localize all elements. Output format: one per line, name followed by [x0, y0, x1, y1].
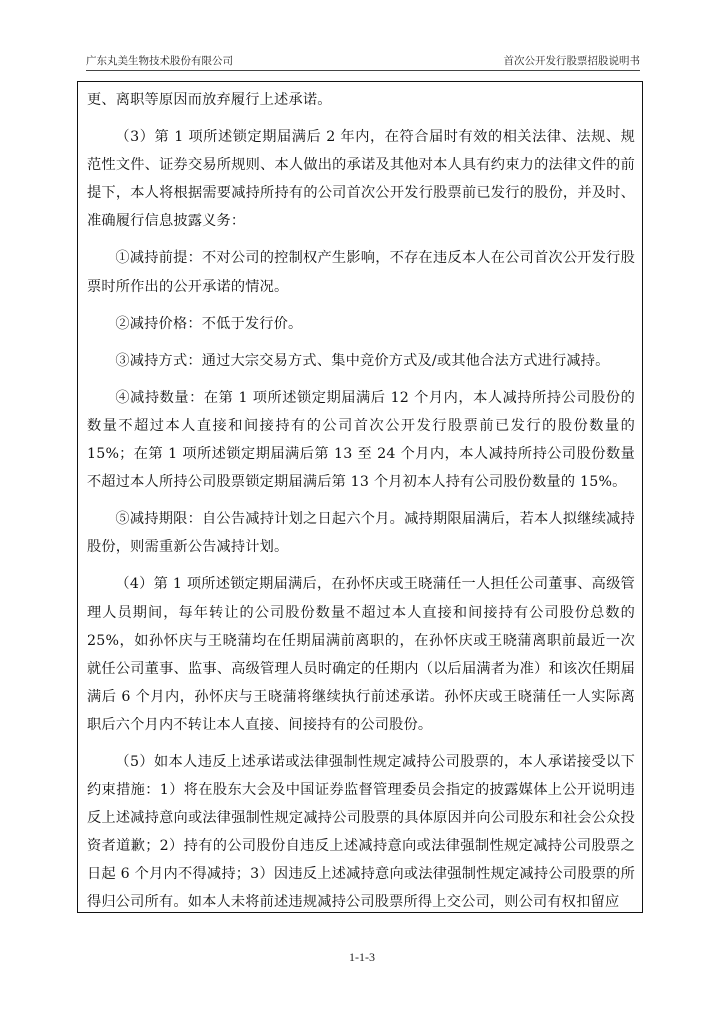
header-rule	[86, 70, 640, 71]
content-box	[77, 81, 643, 913]
page-header	[86, 51, 640, 69]
paragraph-reduction-premise: ①减持前提：不对公司的控制权产生影响，不存在违反本人在公司首次公开发行股票时所作出的公开承诺的情况。	[87, 250, 635, 295]
paragraph-reduction-quantity: ④减持数量：在第 1 项所述锁定期届满后 12 个月内，本人减持所持公司股份的数量不超过本人直接和间接持有的公司首次公开发行股票前已发行的股份数量的 15%；在第 1 项所述锁定期届满后第 13 至 24 个月内，本人减持所持公司股份数量不超过本人所持公司股票锁定期届满后第 13 个月初本人持有公司股份数量的 15%。	[87, 389, 635, 491]
paragraph-reduction-period: ⑤减持期限：自公告减持计划之日起六个月。减持期限届满后，若本人拟继续减持股份，则需重新公告减持计划。	[87, 511, 635, 556]
paragraph-reduction-price: ②减持价格：不低于发行价。	[115, 315, 303, 332]
header-document-title: 首次公开发行股票招股说明书	[503, 55, 640, 67]
paragraph-reduction-method: ③减持方式：通过大宗交易方式、集中竞价方式及/或其他合法方式进行减持。	[115, 352, 610, 369]
paragraph-item-5: （5）如本人违反上述承诺或法律强制性规定减持公司股票的，本人承诺接受以下约束措施：1）将在股东大会及中国证券监督管理委员会指定的披露媒体上公开说明违反上述减持意向或法律强制性规定减持公司股票的具体原因并向公司股东和社会公众投资者道歉；2）持有的公司股份自违反上述减持意向或法律强制性规定减持公司股票之日起 6 个月内不得减持；3）因违反上述减持意向或法律强制性规定减持公司股票的所得归公司所有。如本人未将前述违规减持公司股票所得上交公司，则公司有权扣留应	[87, 753, 635, 911]
paragraph-item-4: （4）第 1 项所述锁定期届满后，在孙怀庆或王晓蒲任一人担任公司董事、高级管理人员期间，每年转让的公司股份数量不超过本人直接和间接持有公司股份总数的 25%，如孙怀庆与王晓蒲均在任期届满前离职的，在孙怀庆或王晓蒲离职前最近一次就任公司董事、监事、高级管理人员时确定的任期内（以后届满者为准）和该次任期届满后 6 个月内，孙怀庆与王晓蒲将继续执行前述承诺。孙怀庆或王晓蒲任一人实际离职后六个月内不转让本人直接、间接持有的公司股份。	[87, 576, 635, 733]
paragraph-item-3: （3）第 1 项所述锁定期届满后 2 年内，在符合届时有效的相关法律、法规、规范性文件、证券交易所规则、本人做出的承诺及其他对本人具有约束力的法律文件的前提下，本人将根据需要减持所持有的公司首次公开发行股票前已发行的股份，并及时、准确履行信息披露义务：	[87, 129, 635, 230]
paragraph-continuation: 更、离职等原因而放弃履行上述承诺。	[87, 92, 332, 108]
page-number: 1-1-3	[349, 950, 375, 964]
body-text	[87, 86, 635, 926]
header-company-name: 广东丸美生物技术股份有限公司	[86, 55, 233, 67]
